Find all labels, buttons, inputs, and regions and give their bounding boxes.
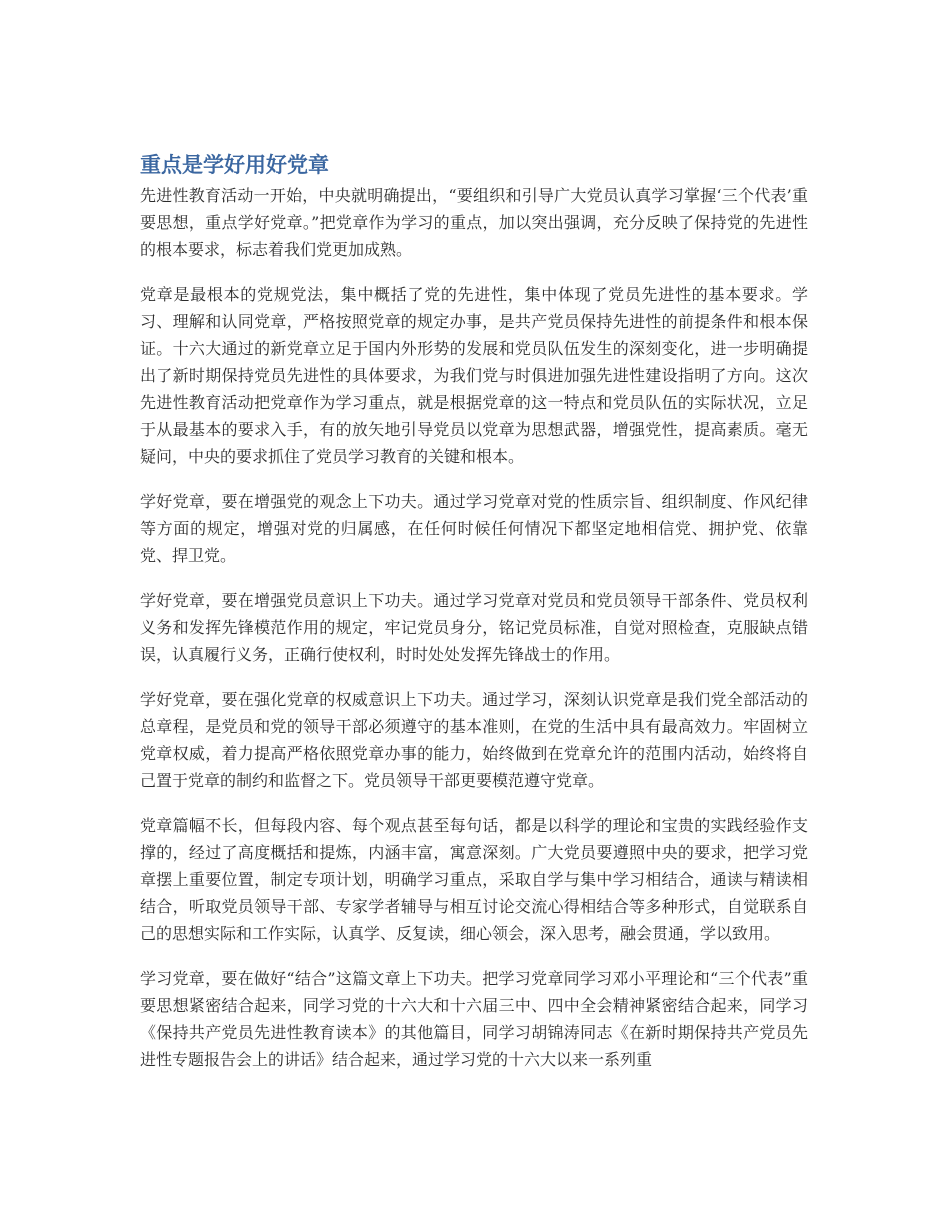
document-title: 重点是学好用好党章 [140,153,329,177]
paragraph-1: 先进性教育活动一开始，中央就明确提出，“要组织和引导广大党员认真学习掌握‘三个代表’重要思想，重点学好党章。”把党章作为学习的重点，加以突出强调，充分反映了保持党的先进性的根本要求，标志着我们党更加成熟。 [140,186,808,259]
paragraph-7: 学习党章，要在做好“结合”这篇文章上下功夫。把学习党章同学习邓小平理论和“三个代表”重要思想紧密结合起来，同学习党的十六大和十六届三中、四中全会精神紧密结合起来，同学习《保持共产党员先进性教育读本》的其他篇目，同学习胡锦涛同志《在新时期保持共产党员先进性专题报告会上的讲话》结合起来，通过学习党的十六大以来一系列重 [140,969,808,1069]
paragraph-2: 党章是最根本的党规党法，集中概括了党的先进性，集中体现了党员先进性的基本要求。学习、理解和认同党章，严格按照党章的规定办事，是共产党员保持先进性的前提条件和根本保证。十六大通过的新党章立足于国内外形势的发展和党员队伍发生的深刻变化，进一步明确提出了新时期保持党员先进性的具体要求，为我们党与时俱进加强先进性建设指明了方向。这次先进性教育活动把党章作为学习重点，就是根据党章的这一特点和党员队伍的实际状况，立足于从最基本的要求入手，有的放矢地引导党员以党章为思想武器，增强党性，提高素质。毫无疑问，中央的要求抓住了党员学习教育的关键和根本。 [140,285,808,466]
paragraph-3: 学好党章，要在增强党的观念上下功夫。通过学习党章对党的性质宗旨、组织制度、作风纪律等方面的规定，增强对党的归属感，在任何时候任何情况下都坚定地相信党、拥护党、依靠党、捍卫党。 [140,492,808,565]
document-page [140,150,808,1091]
paragraph-5: 学好党章，要在强化党章的权威意识上下功夫。通过学习，深刻认识党章是我们党全部活动的总章程，是党员和党的领导干部必须遵守的基本准则，在党的生活中具有最高效力。牢固树立党章权威，着力提高严格依照党章办事的能力，始终做到在党章允许的范围内活动，始终将自己置于党章的制约和监督之下。党员领导干部更要模范遵守党章。 [140,690,808,790]
paragraph-6: 党章篇幅不长，但每段内容、每个观点甚至每句话，都是以科学的理论和宝贵的实践经验作支撑的，经过了高度概括和提炼，内涵丰富，寓意深刻。广大党员要遵照中央的要求，把学习党章摆上重要位置，制定专项计划，明确学习重点，采取自学与集中学习相结合，通读与精读相结合，听取党员领导干部、专家学者辅导与相互讨论交流心得相结合等多种形式，自觉联系自己的思想实际和工作实际，认真学、反复读，细心领会，深入思考，融会贯通，学以致用。 [140,816,808,943]
paragraph-4: 学好党章，要在增强党员意识上下功夫。通过学习党章对党员和党员领导干部条件、党员权利义务和发挥先锋模范作用的规定，牢记党员身分，铭记党员标准，自觉对照检查，克服缺点错误，认真履行义务，正确行使权利，时时处处发挥先锋战士的作用。 [140,591,808,664]
